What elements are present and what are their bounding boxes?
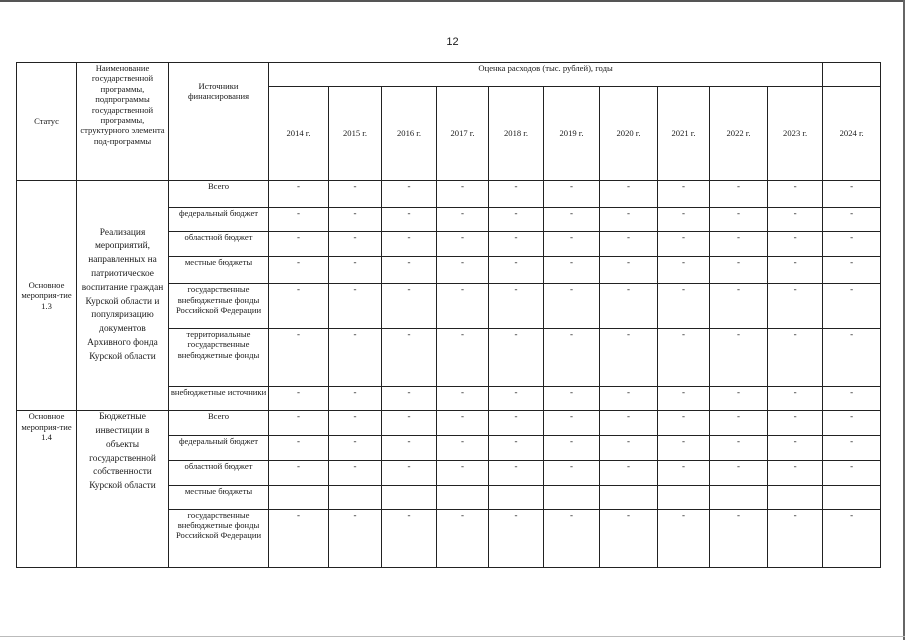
value-cell: - — [823, 232, 881, 257]
value-cell: - — [710, 208, 768, 232]
header-estimate-ext — [823, 63, 881, 87]
value-cell: - — [329, 181, 382, 208]
source-cell: территориальные государственные внебюджетные фонды — [169, 328, 269, 386]
value-cell: - — [823, 436, 881, 461]
header-year: 2021 г. — [658, 87, 710, 181]
value-cell: - — [658, 208, 710, 232]
source-cell: областной бюджет — [169, 461, 269, 486]
value-cell: - — [823, 328, 881, 386]
value-cell: - — [382, 284, 437, 328]
value-cell: - — [768, 328, 823, 386]
value-cell: - — [658, 284, 710, 328]
header-estimate: Оценка расходов (тыс. рублей), годы — [269, 63, 823, 87]
header-year: 2022 г. — [710, 87, 768, 181]
value-cell: - — [437, 387, 489, 411]
status-cell: Основное мероприя-тие 1.3 — [17, 181, 77, 411]
value-cell: - — [269, 509, 329, 567]
value-cell: - — [382, 411, 437, 436]
value-cell: - — [600, 181, 658, 208]
value-cell: - — [823, 411, 881, 436]
source-cell: государственные внебюджетные фонды Российской Федерации — [169, 284, 269, 328]
value-cell: - — [437, 208, 489, 232]
value-cell: - — [600, 232, 658, 257]
value-cell: - — [382, 461, 437, 486]
value-cell: - — [710, 328, 768, 386]
value-cell: - — [710, 387, 768, 411]
value-cell: - — [489, 328, 544, 386]
source-cell: Всего — [169, 181, 269, 208]
value-cell — [710, 486, 768, 509]
header-year: 2019 г. — [544, 87, 600, 181]
value-cell: - — [329, 208, 382, 232]
value-cell: - — [768, 181, 823, 208]
value-cell: - — [658, 411, 710, 436]
page-top-border — [0, 0, 905, 2]
value-cell: - — [544, 436, 600, 461]
value-cell: - — [823, 509, 881, 567]
value-cell: - — [437, 284, 489, 328]
value-cell: - — [544, 461, 600, 486]
value-cell: - — [329, 411, 382, 436]
value-cell: - — [269, 436, 329, 461]
value-cell: - — [269, 461, 329, 486]
value-cell: - — [768, 461, 823, 486]
value-cell: - — [437, 411, 489, 436]
value-cell: - — [437, 509, 489, 567]
value-cell: - — [544, 411, 600, 436]
source-cell: областной бюджет — [169, 232, 269, 257]
value-cell: - — [382, 509, 437, 567]
program-name-cell: Реализация мероприятий, направленных на патриотическое воспитание граждан Курской области и популяризацию документов Архивного фонда Курской области — [77, 181, 169, 411]
status-cell: Основное мероприя-тие 1.4 — [17, 411, 77, 568]
header-year: 2018 г. — [489, 87, 544, 181]
value-cell: - — [544, 208, 600, 232]
value-cell: - — [658, 387, 710, 411]
value-cell — [437, 486, 489, 509]
value-cell: - — [823, 208, 881, 232]
value-cell: - — [437, 181, 489, 208]
value-cell — [600, 486, 658, 509]
source-cell: местные бюджеты — [169, 486, 269, 509]
expenditure-table — [16, 62, 881, 568]
value-cell: - — [269, 411, 329, 436]
source-cell: внебюджетные источники — [169, 387, 269, 411]
header-year: 2017 г. — [437, 87, 489, 181]
value-cell: - — [544, 284, 600, 328]
header-year: 2023 г. — [768, 87, 823, 181]
value-cell: - — [489, 257, 544, 284]
value-cell: - — [710, 232, 768, 257]
value-cell: - — [768, 208, 823, 232]
value-cell: - — [382, 208, 437, 232]
value-cell: - — [600, 208, 658, 232]
value-cell — [658, 486, 710, 509]
value-cell: - — [382, 436, 437, 461]
value-cell: - — [600, 436, 658, 461]
table-row — [17, 411, 881, 436]
value-cell: - — [269, 387, 329, 411]
value-cell: - — [437, 257, 489, 284]
value-cell: - — [710, 284, 768, 328]
value-cell: - — [489, 509, 544, 567]
value-cell: - — [382, 181, 437, 208]
value-cell — [269, 486, 329, 509]
value-cell: - — [329, 328, 382, 386]
value-cell: - — [489, 181, 544, 208]
source-cell: федеральный бюджет — [169, 436, 269, 461]
value-cell: - — [382, 387, 437, 411]
value-cell: - — [600, 257, 658, 284]
value-cell: - — [489, 436, 544, 461]
value-cell: - — [658, 232, 710, 257]
value-cell: - — [269, 232, 329, 257]
value-cell: - — [382, 257, 437, 284]
value-cell: - — [544, 509, 600, 567]
value-cell: - — [489, 284, 544, 328]
header-name: Наименование государственной программы, подпрограммы государственной программы, структурного элемента под-программы — [77, 63, 169, 181]
program-name-cell: Бюджетные инвестиции в объекты государственной собственности Курской области — [77, 411, 169, 568]
value-cell: - — [269, 257, 329, 284]
value-cell: - — [329, 461, 382, 486]
value-cell: - — [269, 181, 329, 208]
header-status: Статус — [17, 63, 77, 181]
source-cell: федеральный бюджет — [169, 208, 269, 232]
value-cell: - — [437, 461, 489, 486]
value-cell: - — [823, 284, 881, 328]
value-cell: - — [823, 461, 881, 486]
value-cell: - — [768, 509, 823, 567]
header-year: 2015 г. — [329, 87, 382, 181]
value-cell: - — [823, 257, 881, 284]
header-year: 2014 г. — [269, 87, 329, 181]
page-bottom-border — [0, 636, 905, 637]
value-cell: - — [269, 208, 329, 232]
value-cell: - — [658, 436, 710, 461]
value-cell — [544, 486, 600, 509]
header-sources: Источники финансирования — [169, 63, 269, 181]
value-cell: - — [768, 257, 823, 284]
value-cell: - — [710, 461, 768, 486]
value-cell: - — [437, 436, 489, 461]
value-cell: - — [600, 509, 658, 567]
value-cell: - — [600, 328, 658, 386]
value-cell: - — [710, 509, 768, 567]
value-cell — [382, 486, 437, 509]
value-cell: - — [329, 436, 382, 461]
value-cell: - — [768, 232, 823, 257]
source-cell: местные бюджеты — [169, 257, 269, 284]
value-cell: - — [768, 284, 823, 328]
header-year: 2016 г. — [382, 87, 437, 181]
value-cell: - — [489, 232, 544, 257]
header-year: 2020 г. — [600, 87, 658, 181]
value-cell: - — [489, 461, 544, 486]
page-number: 12 — [446, 36, 459, 48]
value-cell: - — [329, 284, 382, 328]
value-cell — [768, 486, 823, 509]
value-cell: - — [329, 509, 382, 567]
value-cell: - — [489, 208, 544, 232]
value-cell: - — [768, 387, 823, 411]
value-cell: - — [658, 328, 710, 386]
value-cell: - — [544, 328, 600, 386]
value-cell: - — [329, 257, 382, 284]
value-cell: - — [600, 461, 658, 486]
header-year: 2024 г. — [823, 87, 881, 181]
value-cell: - — [269, 284, 329, 328]
value-cell: - — [269, 328, 329, 386]
value-cell: - — [710, 257, 768, 284]
value-cell: - — [823, 181, 881, 208]
value-cell: - — [600, 387, 658, 411]
value-cell: - — [489, 387, 544, 411]
source-cell: Всего — [169, 411, 269, 436]
value-cell: - — [768, 436, 823, 461]
value-cell: - — [382, 232, 437, 257]
value-cell: - — [382, 328, 437, 386]
value-cell: - — [658, 461, 710, 486]
value-cell: - — [544, 257, 600, 284]
value-cell: - — [437, 232, 489, 257]
source-cell: государственные внебюджетные фонды Российской Федерации — [169, 509, 269, 567]
value-cell: - — [329, 232, 382, 257]
value-cell: - — [823, 387, 881, 411]
value-cell: - — [710, 436, 768, 461]
value-cell: - — [437, 328, 489, 386]
value-cell: - — [768, 411, 823, 436]
value-cell: - — [329, 387, 382, 411]
table-row — [17, 181, 881, 208]
value-cell: - — [600, 284, 658, 328]
value-cell: - — [544, 181, 600, 208]
value-cell: - — [710, 411, 768, 436]
value-cell: - — [544, 387, 600, 411]
value-cell: - — [658, 181, 710, 208]
value-cell: - — [544, 232, 600, 257]
value-cell — [329, 486, 382, 509]
value-cell — [489, 486, 544, 509]
value-cell — [823, 486, 881, 509]
value-cell: - — [600, 411, 658, 436]
value-cell: - — [489, 411, 544, 436]
value-cell: - — [658, 509, 710, 567]
value-cell: - — [710, 181, 768, 208]
value-cell: - — [658, 257, 710, 284]
